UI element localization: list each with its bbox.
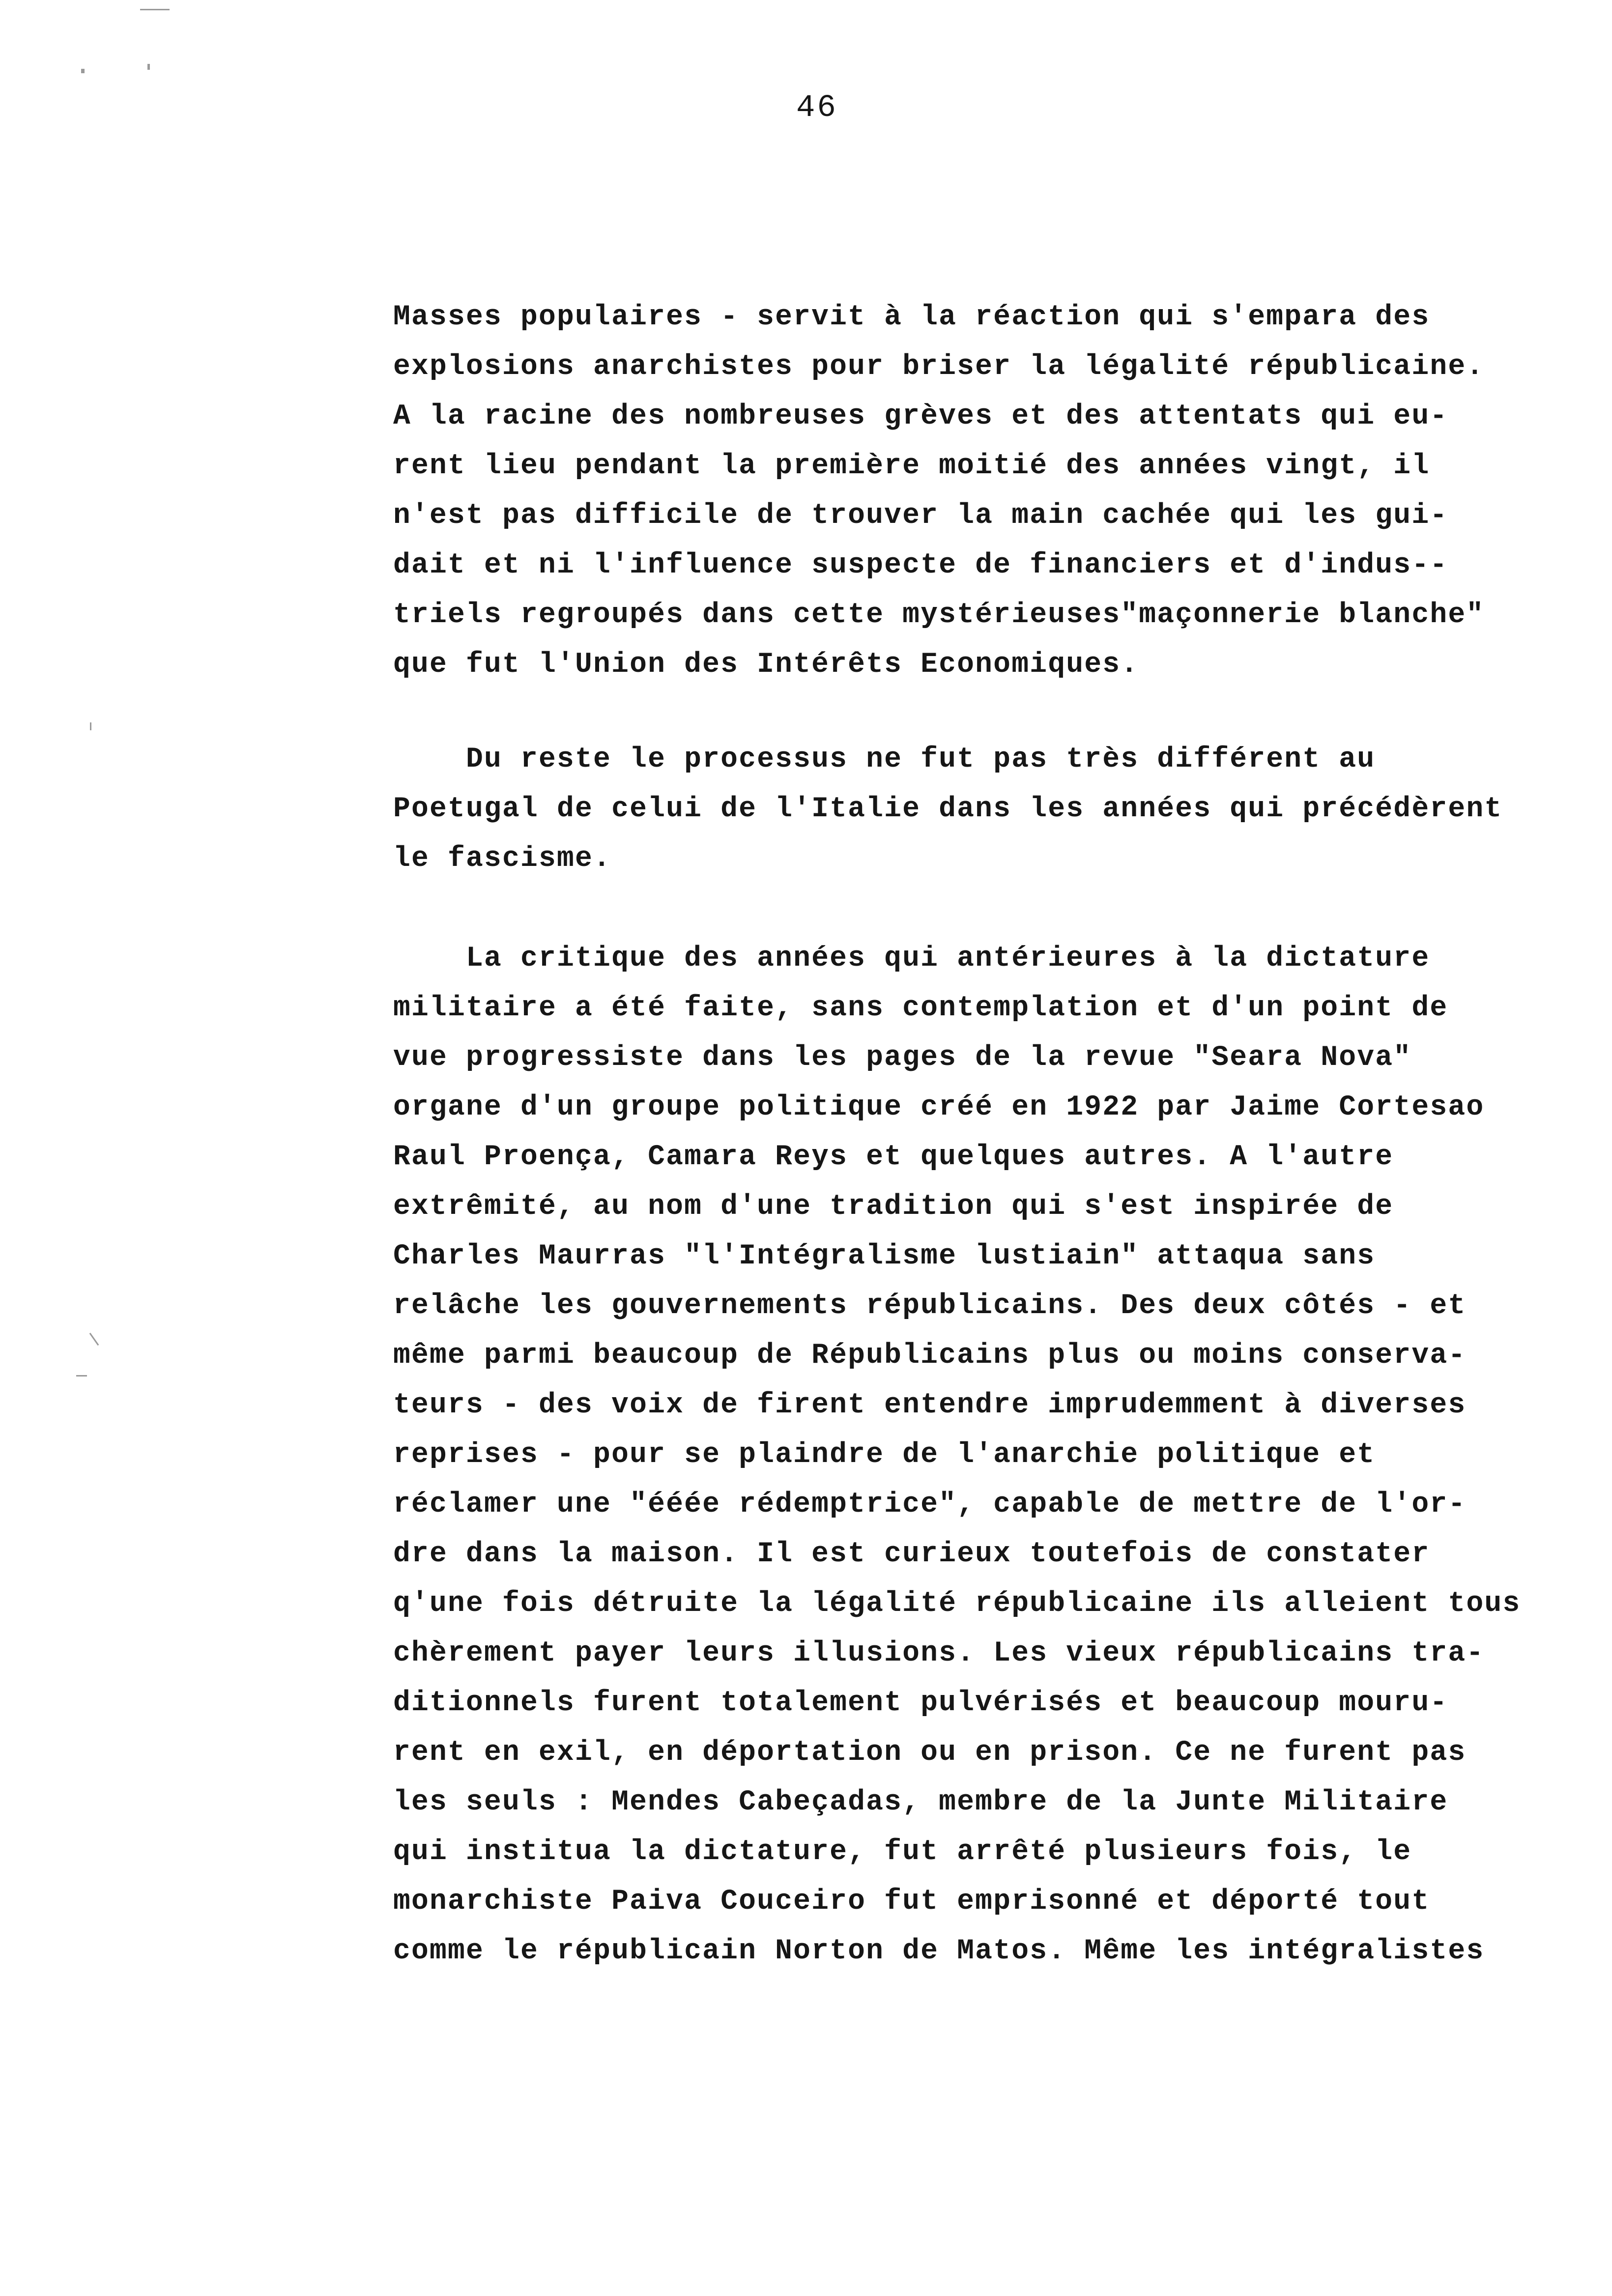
paragraph-1 — [393, 292, 1484, 689]
scan-mark-top — [140, 9, 170, 10]
text-line: comme le républicain Norton de Matos. Même les intégralistes — [393, 1935, 1485, 1967]
text-line: reprises - pour se plaindre de l'anarchie politique et — [393, 1439, 1376, 1471]
text-line: les seuls : Mendes Cabeçadas, membre de la Junte Militaire — [393, 1786, 1448, 1818]
text-line: dait et ni l'influence suspecte de financiers et d'indus-- — [393, 549, 1448, 581]
text-line: rent lieu pendant la première moitié des années vingt, il — [393, 450, 1430, 482]
scan-mark-margin-1 — [90, 722, 91, 730]
text-line: explosions anarchistes pour briser la légalité républicaine. — [393, 351, 1485, 383]
text-line: organe d'un groupe politique créé en 1922 par Jaime Cortesao — [393, 1091, 1485, 1123]
text-line: chèrement payer leurs illusions. Les vieux républicains tra- — [393, 1637, 1485, 1669]
page-number: 46 — [796, 90, 838, 126]
text-line: ditionnels furent totalement pulvérisés et beaucoup mouru- — [393, 1687, 1448, 1719]
text-line: vue progressiste dans les pages de la revue "Seara Nova" — [393, 1042, 1412, 1074]
text-line: relâche les gouvernements républicains. Des deux côtés - et — [393, 1290, 1467, 1322]
text-line: Charles Maurras "l'Intégralisme lustiain" attaqua sans — [393, 1240, 1376, 1272]
scan-dot-left — [81, 69, 85, 73]
text-line: dre dans la maison. Il est curieux toutefois de constater — [393, 1538, 1430, 1570]
text-line: Raul Proença, Camara Reys et quelques autres. A l'autre — [393, 1141, 1394, 1173]
text-line: A la racine des nombreuses grèves et des attentats qui eu- — [393, 401, 1448, 432]
scan-mark-margin-2 — [89, 1333, 99, 1346]
text-line: le fascisme. — [393, 843, 612, 875]
text-line: Poetugal de celui de l'Italie dans les années qui précédèrent — [393, 793, 1503, 825]
text-line: même parmi beaucoup de Républicains plus ou moins conserva- — [393, 1340, 1467, 1372]
text-line: rent en exil, en déportation ou en prison. Ce ne furent pas — [393, 1737, 1467, 1769]
text-line: Du reste le processus ne fut pas très différent au — [393, 744, 1376, 775]
paragraph-2 — [393, 735, 1502, 884]
text-line: militaire a été faite, sans contemplation et d'un point de — [393, 992, 1448, 1024]
text-line: monarchiste Paiva Couceiro fut emprisonné et déporté tout — [393, 1886, 1430, 1918]
text-line: Masses populaires - servit à la réaction qui s'empara des — [393, 301, 1430, 333]
text-line: qui institua la dictature, fut arrêté plusieurs fois, le — [393, 1836, 1412, 1868]
text-line: n'est pas difficile de trouver la main cachée qui les gui- — [393, 500, 1448, 532]
text-line: réclamer une "ééée rédemptrice", capable de mettre de l'or- — [393, 1489, 1467, 1521]
paragraph-3 — [393, 934, 1521, 1976]
text-line: extrêmité, au nom d'une tradition qui s'est inspirée de — [393, 1191, 1394, 1223]
text-line: q'une fois détruite la légalité républicaine ils alleient tous — [393, 1588, 1521, 1620]
scan-mark-margin-3 — [76, 1375, 87, 1377]
text-line: teurs - des voix de firent entendre imprudemment à diverses — [393, 1389, 1467, 1421]
scan-dot-right — [147, 64, 150, 70]
text-line: triels regroupés dans cette mystérieuses"maçonnerie blanche" — [393, 599, 1485, 631]
text-line: que fut l'Union des Intérêts Economiques. — [393, 649, 1139, 681]
text-line: La critique des années qui antérieures à la dictature — [393, 943, 1430, 975]
